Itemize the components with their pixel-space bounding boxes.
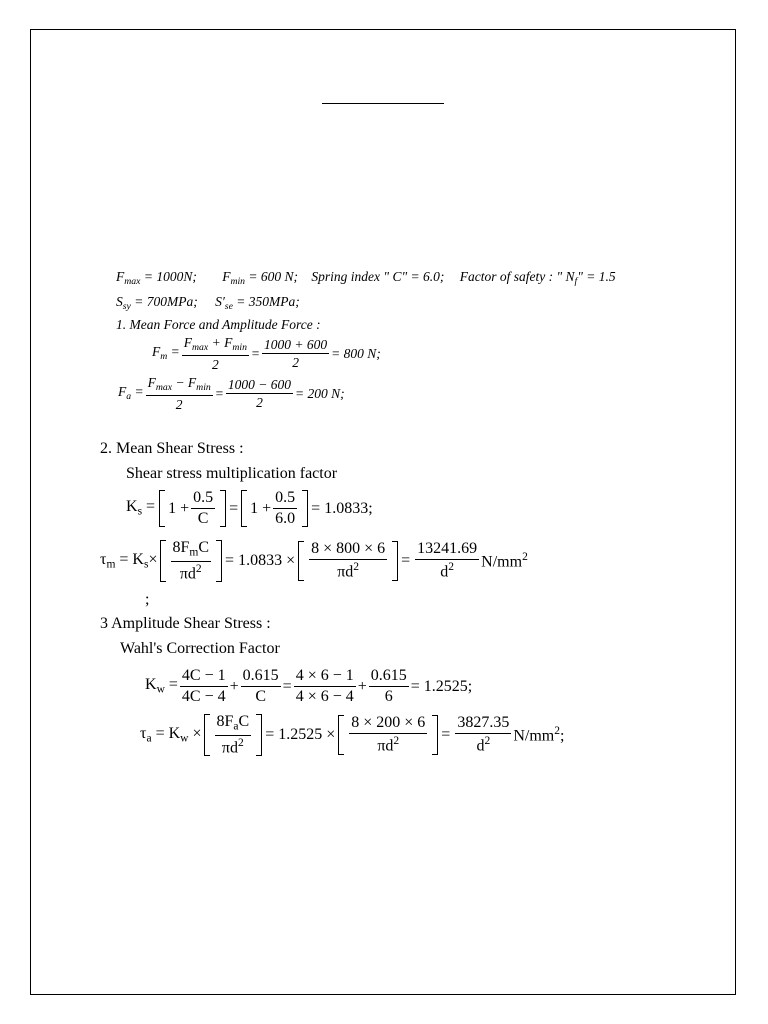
step1-heading: 1. Mean Force and Amplitude Force : [116,317,321,332]
given-line-1: $F_{max} = 1000N$; $F_{min} = 600$ N; Spring index " C" = 6.0; Factor of safety : " $N_f$" = 1.5 [116,269,616,287]
fa-values-fraction: $\frac{1000 - 600}{2}$ [227,376,291,411]
kw-equation: $K_w$ = $\frac{4C - 1}{4C - 4}$ + $\frac{0.615}{C}$ = $\frac{4 \times 6 - 1}{4 \times 6 - 4}$ + $\frac{0.615}{6}$ = 1.2525; [145,667,473,705]
sse-value: = 350MPa; [236,294,300,309]
fm-equation: $F_m$ = $\frac{F_{max} + F_{min}}{2}$ = $\frac{1000 + 600}{2}$ = 800 N; [152,335,381,372]
step3-heading: 3 Amplitude Shear Stress : [100,615,271,632]
tau-m-equation: $\tau_m = K_s\times$ $\frac{8F_mC}{\pi d^2}$ = 1.0833 × $\frac{8 \times 800 \times 6}{\pi d^2}$ = $\frac{13241.69}{d^2}$ $N/mm^2$ [100,539,528,583]
title-underline [322,103,444,104]
fm-fraction: $\frac{F_{max} + F_{min}}{2}$ [183,335,247,372]
step3-subheading: Wahl's Correction Factor [120,640,280,657]
kw-result: = 1.2525; [410,677,473,695]
semicolon: ; [145,591,150,608]
ks-equation: $K_s$ = 1 + $\frac{0.5}{C}$ = 1 + $\frac{0.5}{6.0}$ = 1.0833; [126,489,373,527]
ssy-value: = 700MPa; [134,294,198,309]
fa-equation: $F_a$ = $\frac{F_{max} - F_{min}}{2}$ = $\frac{1000 - 600}{2}$ = 200 N; [118,375,345,412]
fm-result: = 800 N; [331,345,381,361]
fmax-value: 1000N; [156,269,197,284]
fmin-value: = 600 N; [248,269,299,284]
given-line-2: $S_{sy} = 700MPa$; $S'_{se} = 350MPa$; [116,294,300,312]
factor-of-safety-label: Factor of safety : " N [459,269,575,284]
fa-result: = 200 N; [295,385,345,401]
ks-result: = 1.0833; [311,499,373,517]
fa-fraction: $\frac{F_{max} - F_{min}}{2}$ [147,375,211,412]
step2-heading: 2. Mean Shear Stress : [100,440,244,457]
tau-a-equation: $\tau_a = K_w$ × $\frac{8F_aC}{\pi d^2}$ = 1.2525 × $\frac{8 \times 200 \times 6}{\pi d^2}$ = $\frac{3827.35}{d^2}$ $N/mm^2$; [140,713,565,757]
fm-values-fraction: $\frac{1000 + 600}{2}$ [264,336,328,371]
factor-of-safety-value: " = 1.5 [577,269,616,284]
step2-subheading: Shear stress multiplication factor [126,465,338,482]
spring-index: Spring index " C" = 6.0; [311,269,445,284]
